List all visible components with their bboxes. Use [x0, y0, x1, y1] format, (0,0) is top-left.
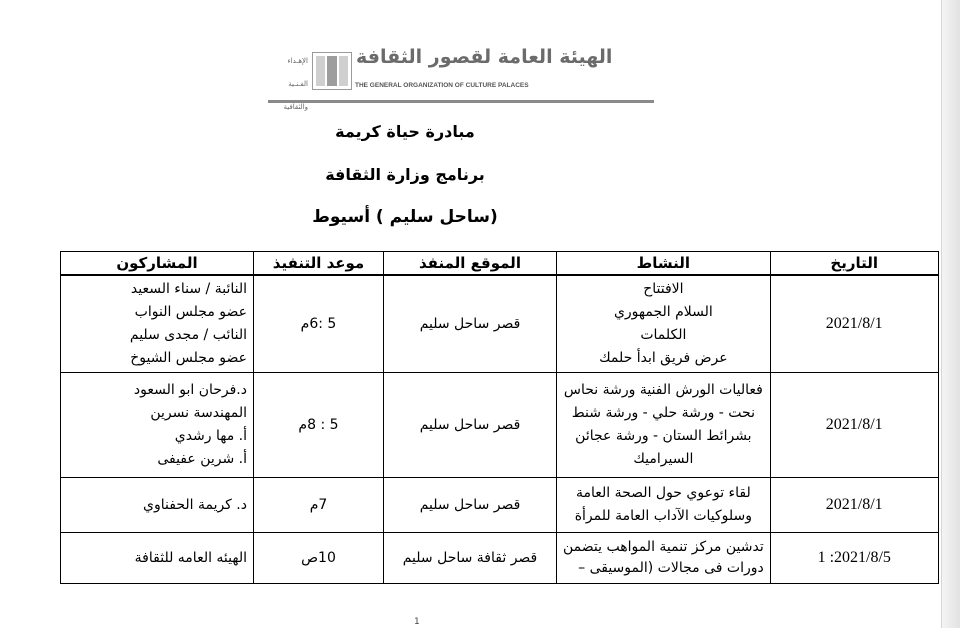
table-row — [61, 373, 939, 478]
participant-line: عضو مجلس النواب — [134, 304, 247, 320]
participant-line: د.فرحان ابو السعود — [133, 382, 247, 398]
cell-time: 10ص — [254, 533, 384, 584]
page-number: 1 — [414, 617, 420, 627]
table-row — [61, 275, 939, 373]
activity-line: الافتتاح — [643, 281, 684, 297]
table-row — [61, 478, 939, 533]
cell-time: 5 : 8م — [254, 373, 384, 478]
table-row — [61, 533, 939, 584]
activity-line: لقاء توعوي حول الصحة العامة — [575, 485, 751, 501]
cell-participants — [61, 373, 254, 478]
cell-activity — [557, 533, 771, 584]
cell-activity — [557, 275, 771, 373]
activity-line: دورات فى مجالات (الموسيقى – — [578, 560, 764, 576]
activity-line: الكلمات — [640, 327, 687, 343]
cell-location: قصر ساحل سليم — [384, 275, 557, 373]
participant-line: النائب / مجدى سليم — [129, 327, 247, 343]
org-name-english: THE GENERAL ORGANIZATION OF CULTURE PALACES — [355, 82, 529, 89]
schedule-table — [60, 251, 939, 584]
activity-line: تدشين مركز تنمية المواهب يتضمن — [563, 539, 764, 555]
activity-line: السلام الجمهوري — [613, 304, 713, 320]
participant-line: د. كريمة الحفناوي — [143, 496, 247, 513]
cell-date: 2021/8/1 — [770, 373, 938, 478]
participant-line: المهندسة نسرين — [150, 405, 247, 421]
header-time: موعد التنفيذ — [254, 252, 384, 276]
activity-line: بشرائط الستان - ورشة عجائن — [575, 428, 752, 444]
logo-side-line: والثقافية — [283, 103, 308, 111]
cell-location: قصر ساحل سليم — [384, 478, 557, 533]
activity-line: فعاليات الورش الفنية ورشة نحاس — [563, 382, 763, 398]
participant-line: أ. شرين عفيفى — [157, 451, 247, 467]
cell-date: 2021/8/1 — [770, 478, 938, 533]
title-initiative: مبادرة حياة كريمة — [335, 122, 475, 141]
cell-location: قصر ساحل سليم — [384, 373, 557, 478]
header-activity: النشاط — [557, 252, 771, 276]
logo-side-line: الفـنـية — [288, 80, 308, 88]
cell-participants — [61, 478, 254, 533]
org-name-arabic: الهيئة العامة لقصور الثقافة — [356, 46, 613, 68]
cell-participants — [61, 275, 254, 373]
cell-date: 2021/8/1 — [770, 275, 938, 373]
participant-line: النائبة / سناء السعيد — [130, 281, 247, 297]
header-participants: المشاركون — [61, 252, 254, 276]
header-location: الموقع المنفذ — [384, 252, 557, 276]
cell-participants — [61, 533, 254, 584]
cell-date: 2021/8/5: 1 — [770, 533, 938, 584]
title-location: (ساحل سليم ) أسيوط — [312, 207, 498, 227]
activity-line: عرض فريق ابدأ حلمك — [599, 350, 728, 366]
cell-time: 7م — [254, 478, 384, 533]
org-logo-icon — [312, 52, 352, 90]
page-edge-shadow — [941, 0, 960, 628]
cell-activity — [557, 478, 771, 533]
header-divider — [268, 100, 654, 103]
participant-line: عضو مجلس الشيوخ — [130, 350, 247, 366]
activity-line: وسلوكيات الآداب العامة للمرأة — [574, 508, 753, 524]
logo-side-line: الإهـداء — [287, 57, 308, 65]
title-program: برنامج وزارة الثقافة — [325, 165, 485, 184]
activity-line: نحت - ورشة حلي - ورشة شنط — [571, 405, 755, 421]
logo-side-text — [270, 50, 308, 119]
cell-time: 5 :6م — [254, 275, 384, 373]
activity-line: السيراميك — [633, 451, 694, 467]
participant-line: أ. مها رشدي — [174, 428, 247, 444]
header-date: التاريخ — [770, 252, 938, 276]
letterhead — [268, 46, 654, 111]
participant-line: الهيئه العامه للثقافة — [134, 549, 247, 566]
cell-location: قصر ثقافة ساحل سليم — [384, 533, 557, 584]
cell-activity — [557, 373, 771, 478]
table-header-row — [61, 252, 939, 276]
